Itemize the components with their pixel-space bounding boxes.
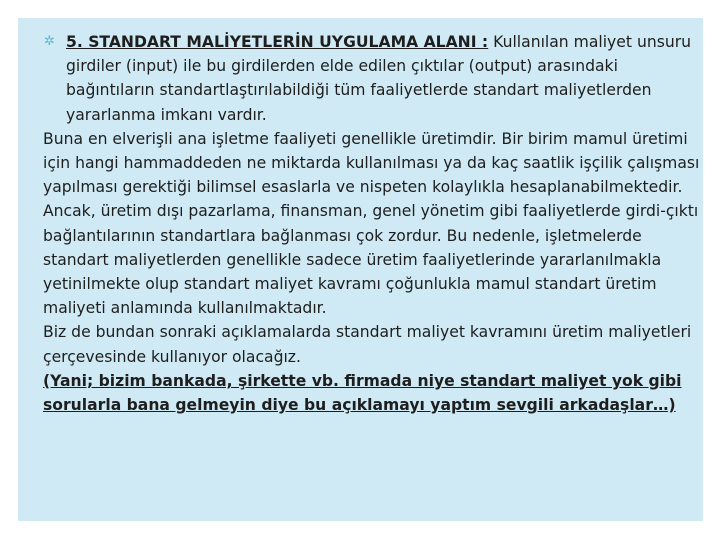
section-intro: Kullanılan maliyet unsuru girdiler (input) ile bu girdilerden elde edilen çıktılar (output) arasındaki bağıntıların standartlaştırılabildiği tüm faaliyetlerde standart maliyetlerden yararlanma imkanı vardır. (66, 33, 692, 124)
closing-note: (Yani; bizim bankada, şirkette vb. firmada niye standart maliyet yok gibi sorularla bana gelmeyin diye bu açıklamayı yaptım sevgili arkadaşlar…) (43, 371, 682, 415)
section-heading: 5. STANDART MALİYETLERİN UYGULAMA ALANI : (66, 33, 489, 51)
section-bullet (43, 30, 705, 127)
paragraph-usage: Biz de bundan sonraki açıklamalarda standart maliyet kavramını üretim maliyetleri çerçevesinde kullanıyor olacağız. (43, 323, 692, 366)
paragraph-production: Buna en elverişli ana işletme faaliyeti genellikle üretimdir. Bir birim mamul üretimi için hangi hammaddeden ne miktarda kullanılması ya da kaç saatlik işçilik çalışması yapılması gerektiği bilimsel esaslarla ve nispeten kolaylıkla hesaplanabilmektedir. Ancak, üretim dışı pazarlama, finansman, genel yönetim gibi faaliyetlerde girdi-çıktı bağlantılarının standartlara bağlanması çok zordur. Bu nedenle, işletmelerde standart maliyetlerden genellikle sadece üretim faaliyetlerinde yararlanılmakla yetinilmekte olup standart maliyet kavramı çoğunlukla mamul standart üretim maliyeti anlamında kullanılmaktadır. (43, 129, 700, 318)
slide-content (43, 30, 705, 417)
dotted-star-icon: ✲ (44, 34, 55, 49)
